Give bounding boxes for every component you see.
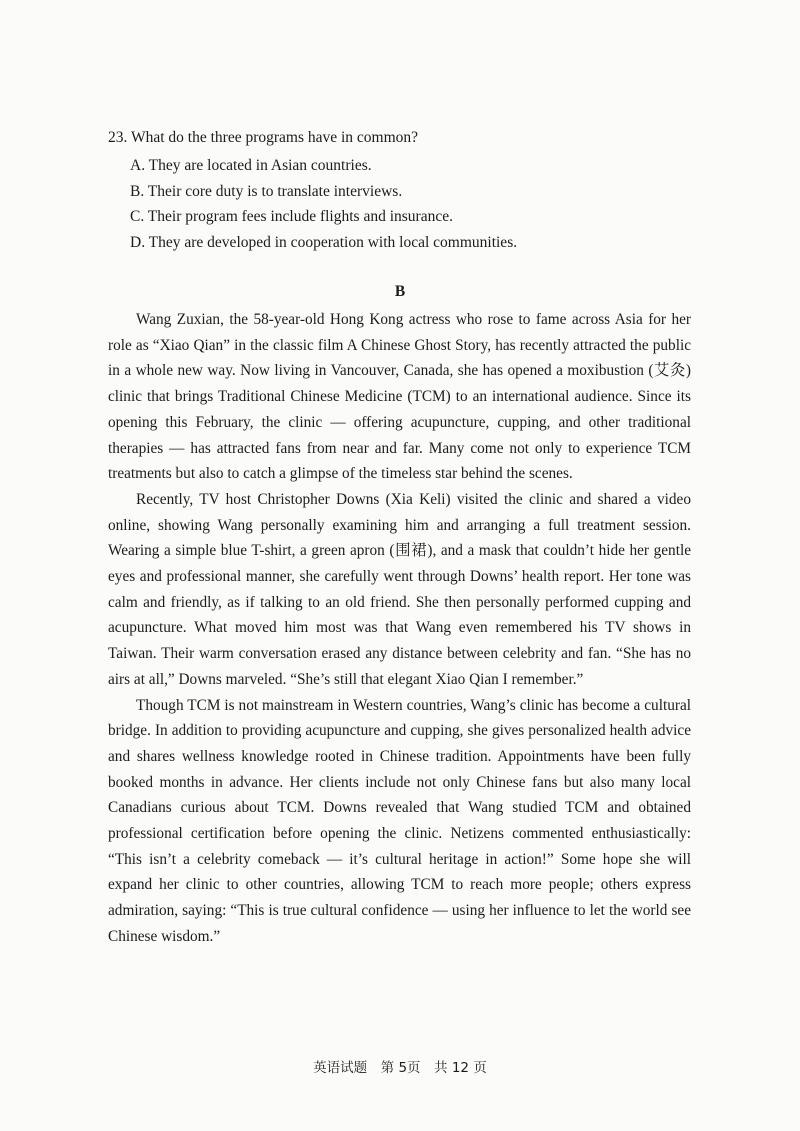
- option-b: B. Their core duty is to translate interviews.: [130, 182, 403, 200]
- page-footer: 英语试题 第 5页 共 12 页: [313, 1060, 487, 1076]
- option-c: C. Their program fees include flights and insurance.: [130, 208, 453, 225]
- question-options: [130, 153, 517, 255]
- section-title: B: [394, 283, 406, 300]
- question-stem: 23. What do the three programs have in common?: [108, 129, 419, 146]
- passage-paragraph-3: Though TCM is not mainstream in Western countries, Wang’s clinic has become a cultural bridge. In addition to providing acupuncture and cupping, she gives personalized health advice and shares wellness knowledge rooted in Chinese tradition. Appointments have been fully booked months in advance. Her clients include not only Chinese fans but also many local Canadians curious about TCM. Downs revealed that Wang studied TCM and obtained professional certification before opening the clinic. Netizens commented enthusiastically: “This isn’t a celebrity comeback — it’s cultural heritage in action!” Some hope she will expand her clinic to other countries, allowing TCM to reach more people; others express admiration, saying: “This is true cultural confidence — using her influence to let the world see Chinese wisdom.”: [108, 696, 691, 945]
- reading-passage: [108, 307, 691, 950]
- passage-paragraph-1: Wang Zuxian, the 58-year-old Hong Kong actress who rose to fame across Asia for her role as “Xiao Qian” in the classic film A Chinese Ghost Story, has recently attracted the public in a whole new way. Now living in Vancouver, Canada, she has opened a moxibustion (艾灸) clinic that brings Traditional Chinese Medicine (TCM) to an international audience. Since its opening this February, the clinic — offering acupuncture, cupping, and other traditional therapies — has attracted fans from near and far. Many come not only to experience TCM treatments but also to catch a glimpse of the timeless star behind the scenes.: [108, 311, 691, 483]
- option-d: D. They are developed in cooperation with local communities.: [130, 233, 518, 251]
- option-a: A. They are located in Asian countries.: [130, 157, 372, 174]
- passage-paragraph-2: Recently, TV host Christopher Downs (Xia Keli) visited the clinic and shared a video online, showing Wang personally examining him and arranging a full treatment session. Wearing a simple blue T-shirt, a green apron (围裙), and a mask that couldn’t hide her gentle eyes and professional manner, she carefully went through Downs’ health report. Her tone was calm and friendly, as if talking to an old friend. She then personally performed cupping and acupuncture. What moved him most was that Wang even remembered his TV shows in Taiwan. Their warm conversation erased any distance between celebrity and fan. “She has no airs at all,” Downs marveled. “She’s still that elegant Xiao Qian I remember.”: [108, 490, 691, 688]
